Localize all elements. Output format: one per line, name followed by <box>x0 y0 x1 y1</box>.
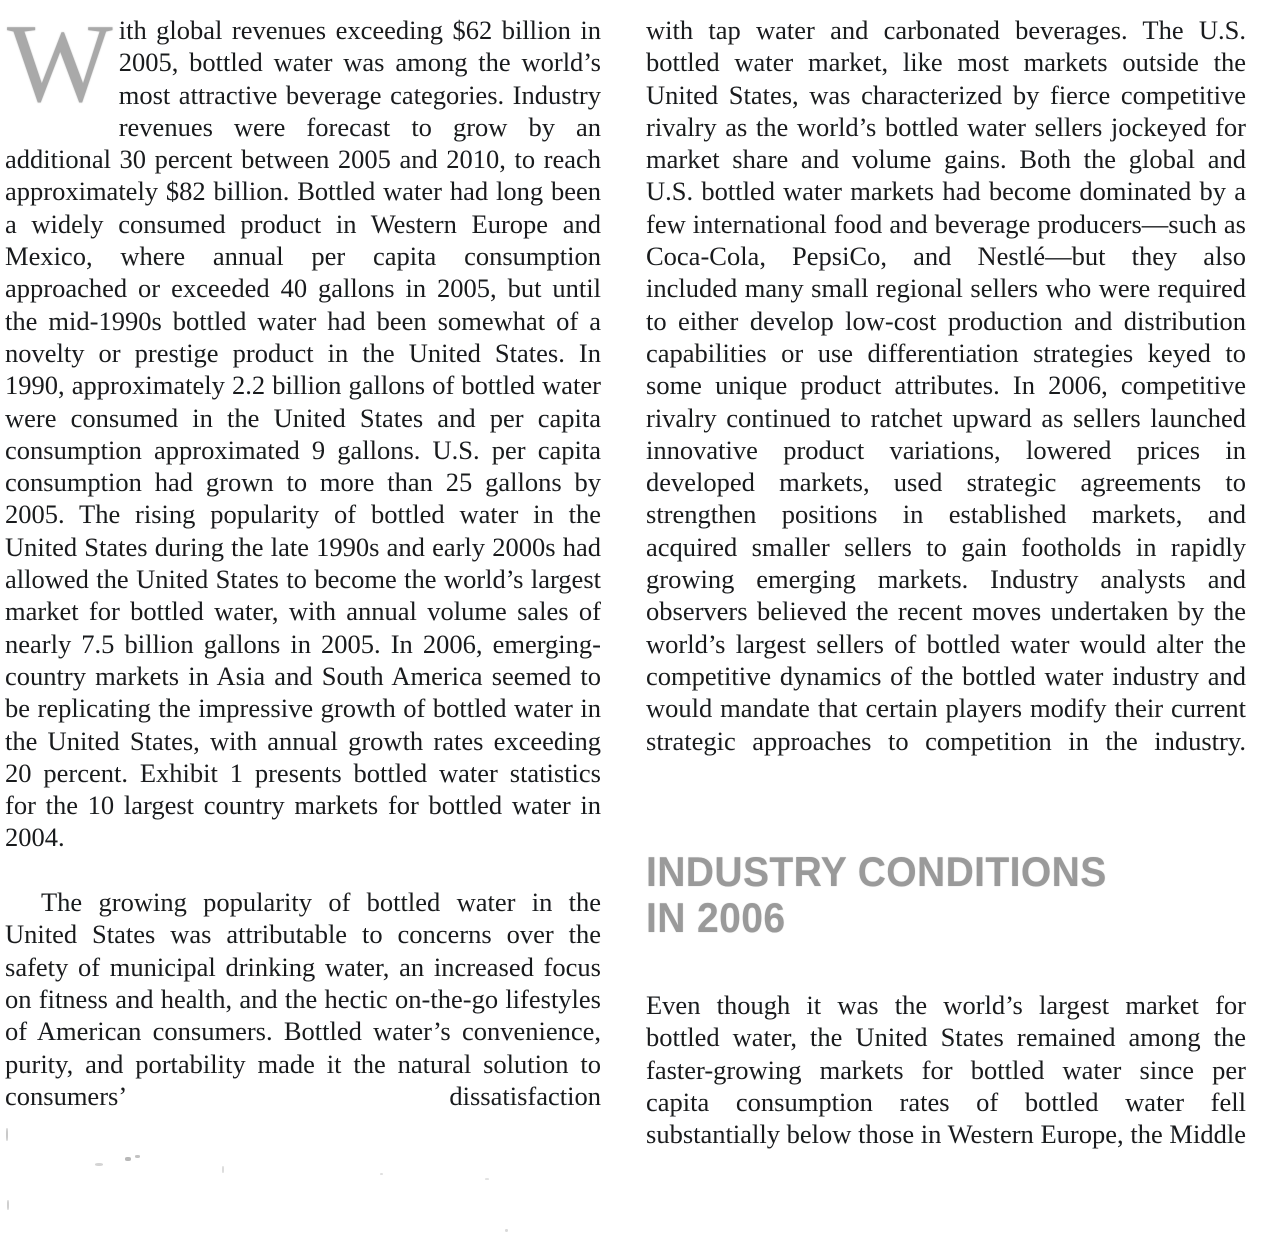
right-paragraph-continued <box>646 14 1246 789</box>
section-heading-line-2: IN 2006 <box>646 894 786 942</box>
scan-speck <box>485 1178 489 1180</box>
section-heading-line-1: INDUSTRY CONDITIONS <box>646 848 1107 896</box>
section-heading-block <box>646 849 1246 941</box>
scan-speck <box>125 1157 131 1161</box>
scan-speck <box>380 1173 383 1175</box>
drop-cap-letter: W <box>7 2 113 126</box>
scan-speck <box>505 1229 508 1232</box>
scan-speck <box>95 1163 103 1166</box>
right-paragraph-after-heading <box>646 989 1246 1183</box>
section-heading <box>646 849 1204 941</box>
left-text-column <box>5 2 601 1144</box>
right-paragraph-continued-text: with tap water and carbonated beverages. The U.S. bottled water market, like most markets outside the United States, was characterized by fierce competitive rivalry as the world’s bottled water sellers jockeyed for market share and volume gains. Both the global and U.S. bottled water markets had become dominated by a few international food and beverage producers—such as Coca-Cola, PepsiCo, and Nestlé—but they also included many small regional sellers who were required to either develop low-cost production and distribution capabilities or use differentiation strategies keyed to some unique product attributes. In 2006, competitive rivalry continued to ratchet upward as sellers launched innovative product variations, lowered prices in developed markets, used strategic agreements to strengthen positions in established markets, and acquired smaller sellers to gain footholds in rapidly growing emerging markets. Industry analysts and observers believed the recent moves undertaken by the world’s largest sellers of bottled water would alter the competitive dynamics of the bottled water industry and would mandate that certain players modify their current strategic approaches to competition in the industry. <box>646 15 1246 756</box>
left-paragraph-2 <box>5 886 601 1144</box>
right-text-column <box>646 14 1246 1183</box>
left-paragraph-2-text: The growing popularity of bottled water in the United States was attributable to concerns over the safety of municipal drinking water, an increased focus on fitness and health, and the hectic on-the-go lifestyles of American consumers. Bottled water’s convenience, purity, and portability made it the natural solution to consumers’ dissatisfaction <box>5 887 601 1111</box>
scan-speck <box>7 1200 9 1210</box>
right-paragraph-after-heading-text: Even though it was the world’s largest market for bottled water, the United States remained among the faster-growing markets for bottled water since per capita consumption rates of bottled water fell substantially below those in Western Europe, the Middle <box>646 990 1246 1150</box>
left-paragraph-1 <box>5 2 601 886</box>
scan-speck <box>222 1166 224 1173</box>
left-paragraph-1-text: ith global revenues exceeding $62 billion in 2005, bottled water was among the world’s most attractive beverage categories. Industry revenues were forecast to grow by an additional 30 percent between 2005 and 2010, to reach approximately $82 billion. Bottled water had long been a widely consumed product in Western Europe and Mexico, where annual per capita consumption approached or exceeded 40 gallons in 2005, but until the mid-1990s bottled water had been somewhat of a novelty or prestige product in the United States. In 1990, approximately 2.2 billion gallons of bottled water were consumed in the United States and per capita consumption approximated 9 gallons. U.S. per capita consumption had grown to more than 25 gallons by 2005. The rising popularity of bottled water in the United States during the late 1990s and early 2000s had allowed the United States to become the world’s largest market for bottled water, with annual volume sales of nearly 7.5 billion gallons in 2005. In 2006, emerging-country markets in Asia and South America seemed to be replicating the impressive growth of bottled water in the United States, with annual growth rates exceeding 20 percent. Exhibit 1 presents bottled water statistics for the 10 largest country markets for bottled water in 2004. <box>5 15 601 853</box>
scan-speck <box>135 1155 140 1158</box>
